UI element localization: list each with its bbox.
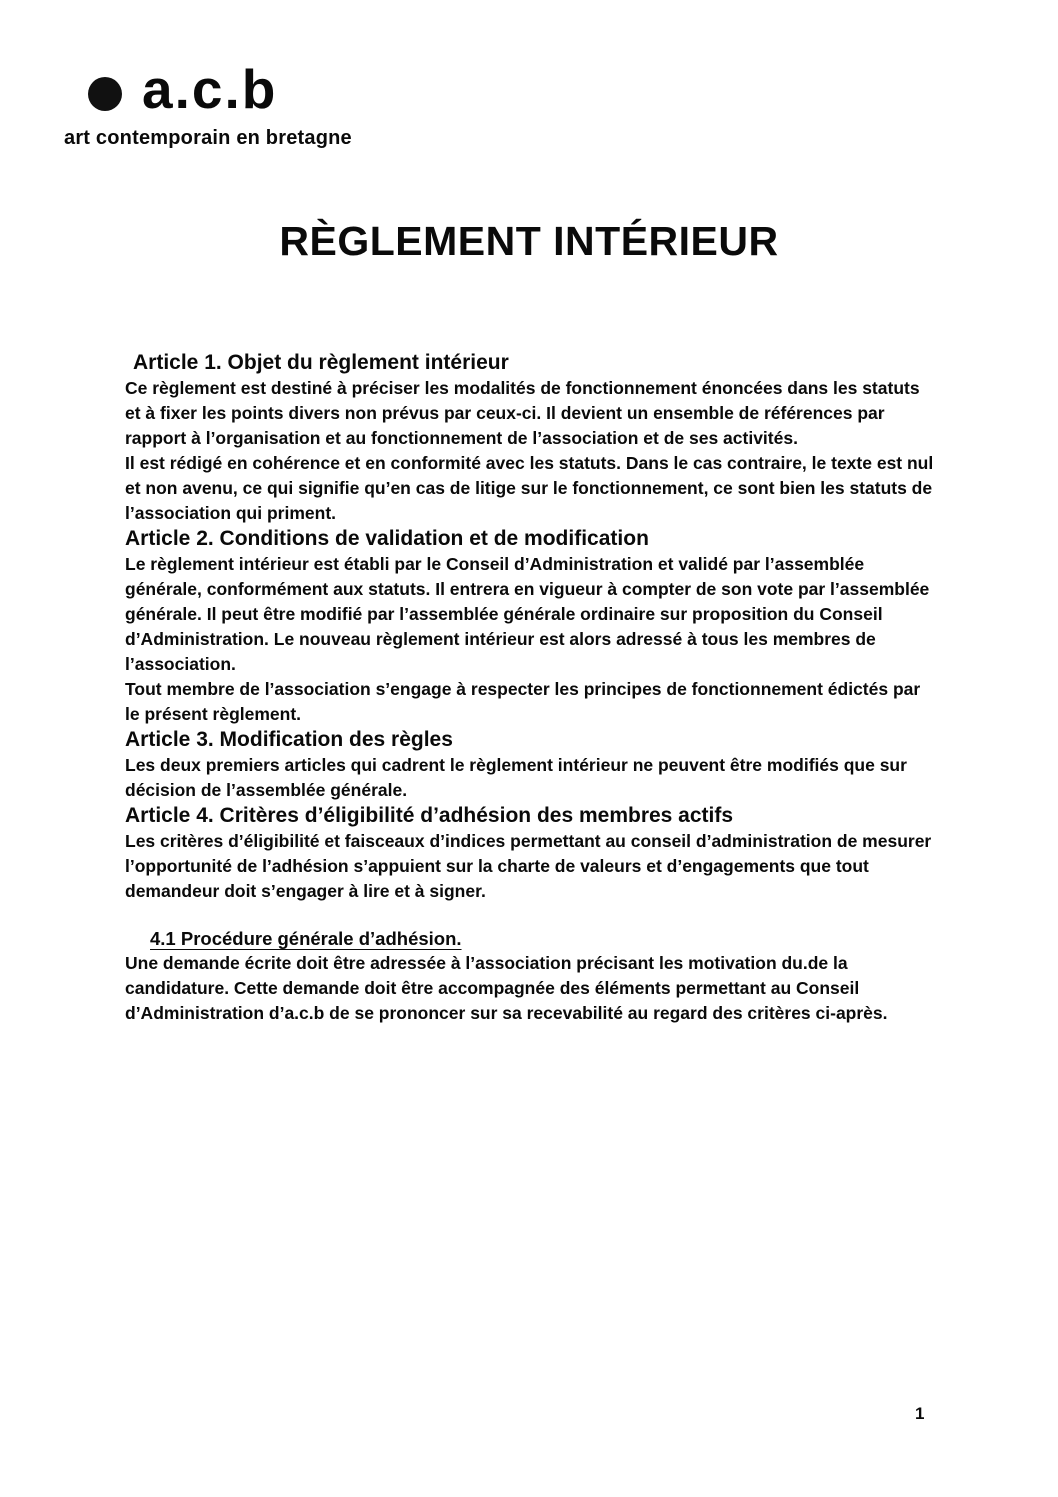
logo-main xyxy=(64,58,352,121)
article-3-heading: Article 3. Modification des règles xyxy=(125,728,453,751)
logo-name: a.c.b xyxy=(142,58,278,120)
paragraph: Le règlement intérieur est établi par le Conseil d’Administration et validé par l’assemblée générale, conformément aux statuts. Il entrera en vigueur à compter de son vote par l’assemblée générale. Il peut être modifié par l’assemblée générale ordinaire sur proposition du Conseil d’Administration. Le nouveau règlement intérieur est alors adressé à tous les membres de l’association. xyxy=(125,554,930,674)
document-title: RÈGLEMENT INTÉRIEUR xyxy=(279,218,779,264)
page-number: 1 xyxy=(915,1404,925,1423)
paragraph: Une demande écrite doit être adressée à l’association précisant les motivation du.de la candidature. Cette demande doit être accompagnée des éléments permettant au Conseil d’Administration d’a.c.b de se prononcer sur sa recevabilité au regard des critères ci-après. xyxy=(125,953,888,1023)
subsection-4-1-heading: 4.1 Procédure générale d’adhésion. xyxy=(150,928,462,949)
article-2-heading: Article 2. Conditions de validation et de modification xyxy=(125,527,649,550)
paragraph: Ce règlement est destiné à préciser les modalités de fonctionnement énoncées dans les statuts et à fixer les points divers non prévus par ceux-ci. Il devient un ensemble de références par rapport à l’organisation et au fonctionnement de l’association et de ses activités. xyxy=(125,378,920,448)
article-4-heading: Article 4. Critères d’éligibilité d’adhésion des membres actifs xyxy=(125,804,734,827)
article-1-heading: Article 1. Objet du règlement intérieur xyxy=(133,351,509,374)
logo-tagline: art contemporain en bretagne xyxy=(64,127,352,149)
acb-logo xyxy=(64,58,352,150)
logo-dot-icon xyxy=(88,77,122,111)
document-body xyxy=(125,350,939,1026)
paragraph: Les critères d’éligibilité et faisceaux d’indices permettant au conseil d’administration de mesurer l’opportunité de l’adhésion s’appuient sur la charte de valeurs et d’engagements que tout demandeur doit s’engager à lire et à signer. xyxy=(125,831,932,901)
paragraph: Il est rédigé en cohérence et en conformité avec les statuts. Dans le cas contraire, le texte est nul et non avenu, ce qui signifie qu’en cas de litige sur le fonctionnement, ce sont bien les statuts de l’association qui priment. xyxy=(125,453,934,523)
paragraph: Les deux premiers articles qui cadrent le règlement intérieur ne peuvent être modifiés que sur décision de l’assemblée générale. xyxy=(125,755,907,800)
paragraph: Tout membre de l’association s’engage à respecter les principes de fonctionnement édictés par le présent règlement. xyxy=(125,679,921,724)
